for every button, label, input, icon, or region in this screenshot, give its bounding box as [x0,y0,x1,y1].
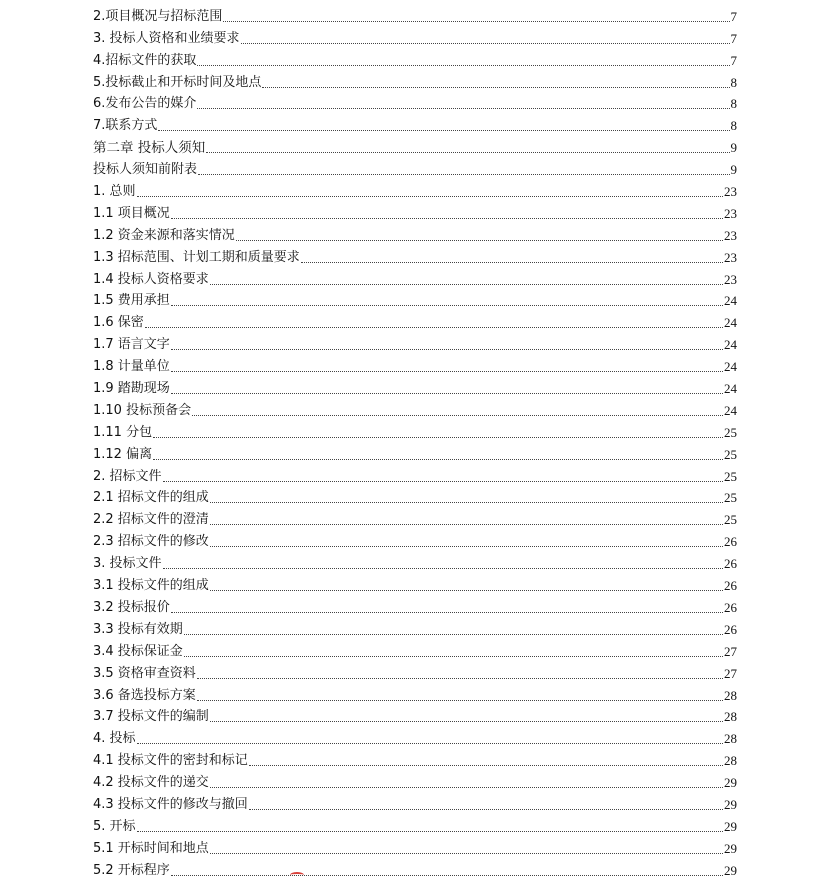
dot-leader [163,568,723,569]
dot-leader [171,875,723,876]
toc-entry-page: 23 [724,227,737,243]
toc-entry-page: 28 [724,753,737,769]
toc-entry-title: 5.2 开标程序 [93,862,170,878]
toc-entry[interactable] [93,309,737,331]
toc-entry-page: 28 [724,687,737,703]
dot-leader [206,152,729,153]
toc-entry[interactable] [93,156,737,178]
toc-entry-page: 24 [724,315,737,331]
toc-entry-page: 29 [724,840,737,856]
toc-entry-title: 3. 投标文件 [93,556,162,572]
toc-entry[interactable] [93,441,737,463]
dot-leader [171,393,723,394]
toc-entry-title: 5.投标截止和开标时间及地点 [93,74,262,90]
dot-leader [171,349,723,350]
toc-entry-title: 投标人须知前附表 [93,162,198,178]
toc-entry-title: 3.1 投标文件的组成 [93,578,209,594]
toc-entry[interactable] [93,266,737,288]
toc-entry-title: 1.11 分包 [93,424,153,440]
dot-leader [137,743,723,744]
toc-entry[interactable] [93,463,737,485]
dot-leader [171,612,723,613]
dot-leader [192,415,723,416]
toc-entry-page: 7 [730,8,737,24]
dot-leader [137,831,723,832]
dot-leader [223,21,729,22]
toc-entry-page: 26 [724,556,737,572]
toc-entry-title: 3.6 备选投标方案 [93,687,196,703]
toc-entry-page: 8 [730,74,737,90]
toc-entry[interactable] [93,616,737,638]
toc-entry-title: 5.1 开标时间和地点 [93,840,209,856]
toc-entry-page: 24 [724,337,737,353]
toc-entry[interactable] [93,506,737,528]
dot-leader [198,174,729,175]
toc-entry[interactable] [93,397,737,419]
toc-entry-page: 25 [724,446,737,462]
toc-entry-page: 25 [724,424,737,440]
toc-entry-page: 25 [724,490,737,506]
dot-leader [171,305,723,306]
dot-leader [197,678,723,679]
toc-entry[interactable] [93,835,737,857]
dot-leader [197,108,729,109]
toc-entry[interactable] [93,857,737,879]
toc-entry[interactable] [93,178,737,200]
dot-leader [153,437,723,438]
dot-leader [210,524,723,525]
toc-entry[interactable] [93,572,737,594]
toc-entry-title: 1.5 费用承担 [93,293,170,309]
toc-entry-page: 28 [724,731,737,747]
dot-leader [171,371,723,372]
toc-entry-page: 29 [724,862,737,878]
toc-entry-title: 1.3 招标范围、计划工期和质量要求 [93,249,300,265]
toc-entry[interactable] [93,134,737,156]
toc-entry[interactable] [93,3,737,25]
dot-leader [171,218,723,219]
toc-entry[interactable] [93,69,737,91]
toc-entry-title: 3.4 投标保证金 [93,643,183,659]
toc-entry-title: 2.3 招标文件的修改 [93,534,209,550]
dot-leader [210,546,723,547]
dot-leader [137,196,723,197]
toc-entry[interactable] [93,353,737,375]
toc-entry-page: 29 [724,818,737,834]
toc-entry[interactable] [93,112,737,134]
toc-entry-page: 8 [730,118,737,134]
red-pen-mark [290,872,304,878]
toc-entry-title: 2.1 招标文件的组成 [93,490,209,506]
toc-entry[interactable] [93,528,737,550]
toc-entry[interactable] [93,288,737,310]
toc-entry-page: 7 [730,30,737,46]
toc-entry-title: 2. 招标文件 [93,468,162,484]
toc-entry[interactable] [93,704,737,726]
toc-entry-title: 3.7 投标文件的编制 [93,709,209,725]
toc-entry-title: 3. 投标人资格和业绩要求 [93,30,240,46]
toc-entry[interactable] [93,813,737,835]
toc-entry[interactable] [93,769,737,791]
toc-entry-title: 2.2 招标文件的澄清 [93,512,209,528]
table-of-contents [93,3,737,879]
toc-entry-page: 23 [724,205,737,221]
toc-entry-page: 25 [724,512,737,528]
toc-entry-page: 27 [724,665,737,681]
toc-entry[interactable] [93,485,737,507]
toc-entry-title: 3.2 投标报价 [93,599,170,615]
toc-entry-page: 25 [724,468,737,484]
toc-entry-page: 26 [724,599,737,615]
toc-entry-page: 29 [724,775,737,791]
dot-leader [249,765,723,766]
toc-entry-page: 29 [724,796,737,812]
toc-entry-page: 27 [724,643,737,659]
toc-entry-title: 5. 开标 [93,818,136,834]
toc-entry[interactable] [93,747,737,769]
dot-leader [210,284,723,285]
toc-entry[interactable] [93,331,737,353]
toc-entry-page: 28 [724,709,737,725]
toc-entry-title: 1.8 计量单位 [93,359,170,375]
dot-leader [249,809,723,810]
toc-entry-title: 第二章 投标人须知 [93,140,206,157]
dot-leader [210,853,723,854]
toc-entry[interactable] [93,91,737,113]
dot-leader [210,590,723,591]
toc-entry[interactable] [93,375,737,397]
toc-entry-title: 2.项目概况与招标范围 [93,8,223,24]
toc-entry-page: 23 [724,271,737,287]
toc-entry-title: 1.10 投标预备会 [93,402,192,418]
toc-entry-page: 26 [724,534,737,550]
dot-leader [197,700,723,701]
dot-leader [158,130,729,131]
toc-entry[interactable] [93,200,737,222]
dot-leader [163,481,723,482]
toc-entry-page: 23 [724,249,737,265]
toc-entry-title: 1.4 投标人资格要求 [93,271,209,287]
toc-entry[interactable] [93,638,737,660]
dot-leader [210,721,723,722]
toc-entry-page: 8 [730,96,737,112]
toc-entry[interactable] [93,791,737,813]
toc-entry-page: 26 [724,621,737,637]
toc-entry-title: 3.5 资格审查资料 [93,665,196,681]
toc-entry-page: 9 [730,140,737,156]
toc-entry-title: 1.12 偏离 [93,446,153,462]
toc-entry-title: 1.9 踏勘现场 [93,381,170,397]
toc-entry-title: 4.招标文件的获取 [93,52,197,68]
toc-entry[interactable] [93,594,737,616]
toc-entry-title: 1.2 资金来源和落实情况 [93,227,235,243]
toc-entry-title: 1.6 保密 [93,315,144,331]
dot-leader [184,634,723,635]
toc-entry-title: 1. 总则 [93,184,136,200]
toc-entry-page: 7 [730,52,737,68]
toc-entry[interactable] [93,660,737,682]
toc-entry-page: 24 [724,402,737,418]
toc-entry-title: 1.7 语言文字 [93,337,170,353]
toc-entry-page: 23 [724,184,737,200]
toc-entry-title: 4.3 投标文件的修改与撤回 [93,796,248,812]
toc-entry-title: 7.联系方式 [93,118,158,134]
toc-entry-title: 1.1 项目概况 [93,205,170,221]
toc-entry[interactable] [93,244,737,266]
dot-leader [262,87,729,88]
toc-entry-page: 24 [724,293,737,309]
dot-leader [241,43,730,44]
toc-entry[interactable] [93,725,737,747]
toc-entry-title: 3.3 投标有效期 [93,621,183,637]
dot-leader [184,656,723,657]
toc-entry-page: 24 [724,381,737,397]
dot-leader [210,502,723,503]
dot-leader [153,459,723,460]
toc-entry-title: 4.1 投标文件的密封和标记 [93,753,248,769]
dot-leader [301,262,723,263]
toc-entry[interactable] [93,550,737,572]
toc-entry-title: 4. 投标 [93,731,136,747]
toc-entry-page: 24 [724,359,737,375]
dot-leader [145,327,723,328]
toc-entry-page: 26 [724,578,737,594]
toc-entry[interactable] [93,419,737,441]
dot-leader [197,65,729,66]
toc-entry[interactable] [93,47,737,69]
toc-entry-title: 6.发布公告的媒介 [93,96,197,112]
toc-entry[interactable] [93,25,737,47]
toc-entry-page: 9 [730,162,737,178]
toc-entry[interactable] [93,222,737,244]
dot-leader [210,787,723,788]
toc-entry[interactable] [93,682,737,704]
dot-leader [236,240,723,241]
toc-entry-title: 4.2 投标文件的递交 [93,775,209,791]
